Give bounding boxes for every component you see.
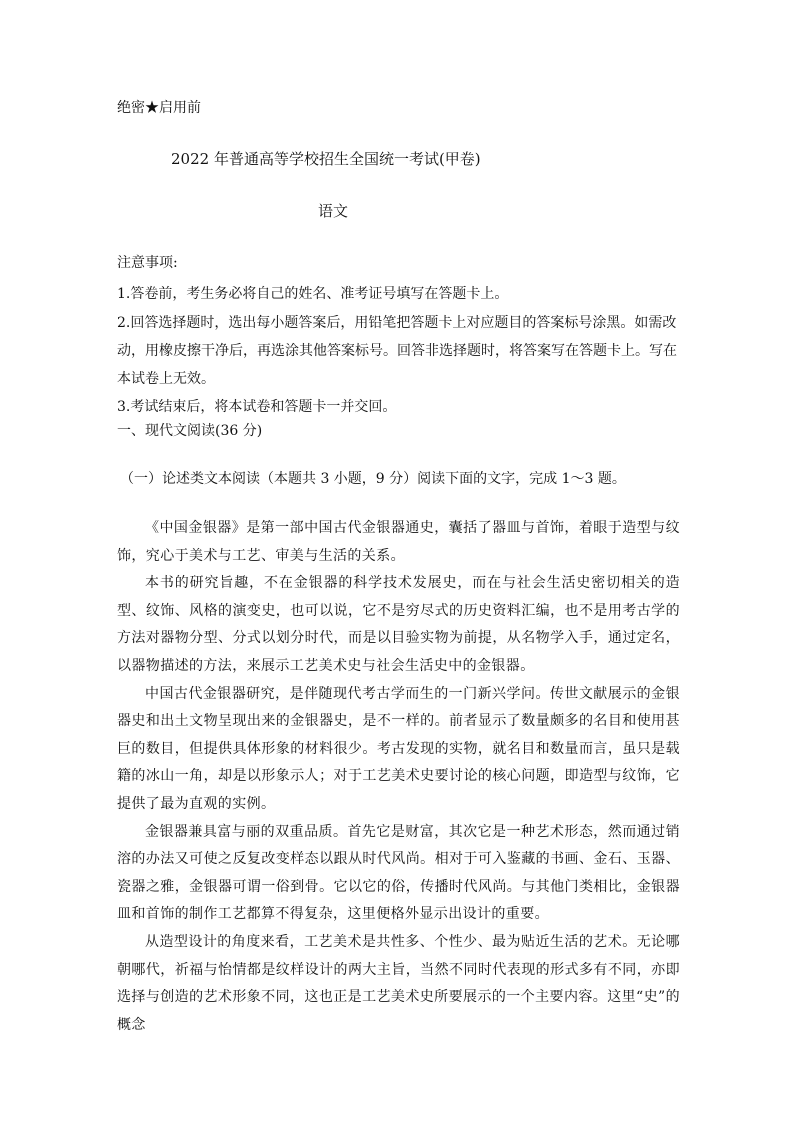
passage-paragraph-5: 从造型设计的角度来看，工艺美术是共性多、个性少、最为贴近生活的艺术。无论哪朝哪代，祈福与怡情都是纹样设计的两大主旨，当然不同时代表现的形式多有不同，亦即选择与创造的艺术形象不同，这也正是工艺美术史所要展示的一个主要内容。这里“史”的概念 (117, 933, 680, 1033)
notice-item-3: 3.考试结束后，将本试卷和答题卡一并交回。 (117, 399, 397, 415)
exam-title: 2022 年普通高等学校招生全国统一考试(甲卷) (171, 150, 481, 168)
section-title: 一、现代文阅读(36 分) (117, 423, 263, 439)
notice-item-2: 2.回答选择题时，选出每小题答案后，用铅笔把答题卡上对应题目的答案标号涂黑。如需改动，用橡皮擦干净后，再选涂其他答案标号。回答非选择题时，将答案写在答题卡上。写在本试卷上无效。 (117, 315, 677, 387)
passage-paragraph-4: 金银器兼具富与丽的双重品质。首先它是财富，其次它是一种艺术形态，然而通过销溶的办法又可使之反复改变样态以跟从时代风尚。相对于可入鉴藏的书画、金石、玉器、瓷器之雅，金银器可谓一俗到骨。它以它的俗，传播时代风尚。与其他门类相比，金银器皿和首饰的制作工艺都算不得复杂，这里便格外显示出设计的重要。 (117, 823, 680, 923)
confidential-label: 绝密★启用前 (117, 100, 201, 116)
passage-paragraph-1: 《中国金银器》是第一部中国古代金银器通史，囊括了器皿与首饰，着眼于造型与纹饰，究心于美术与工艺、审美与生活的关系。 (117, 520, 680, 564)
passage-paragraph-2: 本书的研究旨趣，不在金银器的科学技术发展史，而在与社会生活史密切相关的造型、纹饰、风格的演变史，也可以说，它不是穷尽式的历史资料汇编，也不是用考古学的方法对器物分型、分式以划分时代，而是以目验实物为前提，从名物学入手，通过定名，以器物描述的方法，来展示工艺美术史与社会生活史中的金银器。 (117, 575, 680, 674)
notice-item-1: 1.答卷前，考生务必将自己的姓名、准考证号填写在答题卡上。 (117, 286, 509, 302)
reading-passage (117, 515, 680, 1039)
passage-paragraph-3: 中国古代金银器研究，是伴随现代考古学而生的一门新兴学问。传世文献展示的金银器史和出土文物呈现出来的金银器史，是不一样的。前者显示了数量颇多的名目和使用甚巨的数目，但提供具体形象的材料很少。考古发现的实物，就名目和数量而言，虽只是载籍的冰山一角，却是以形象示人；对于工艺美术史要讨论的核心问题，即造型与纹饰，它提供了最为直观的实例。 (117, 685, 680, 812)
notice-heading: 注意事项: (117, 255, 178, 271)
subject-title: 语文 (318, 202, 349, 220)
subsection-title: （一）论述类文本阅读（本题共 3 小题，9 分）阅读下面的文字，完成 1～3 题。 (120, 471, 626, 487)
